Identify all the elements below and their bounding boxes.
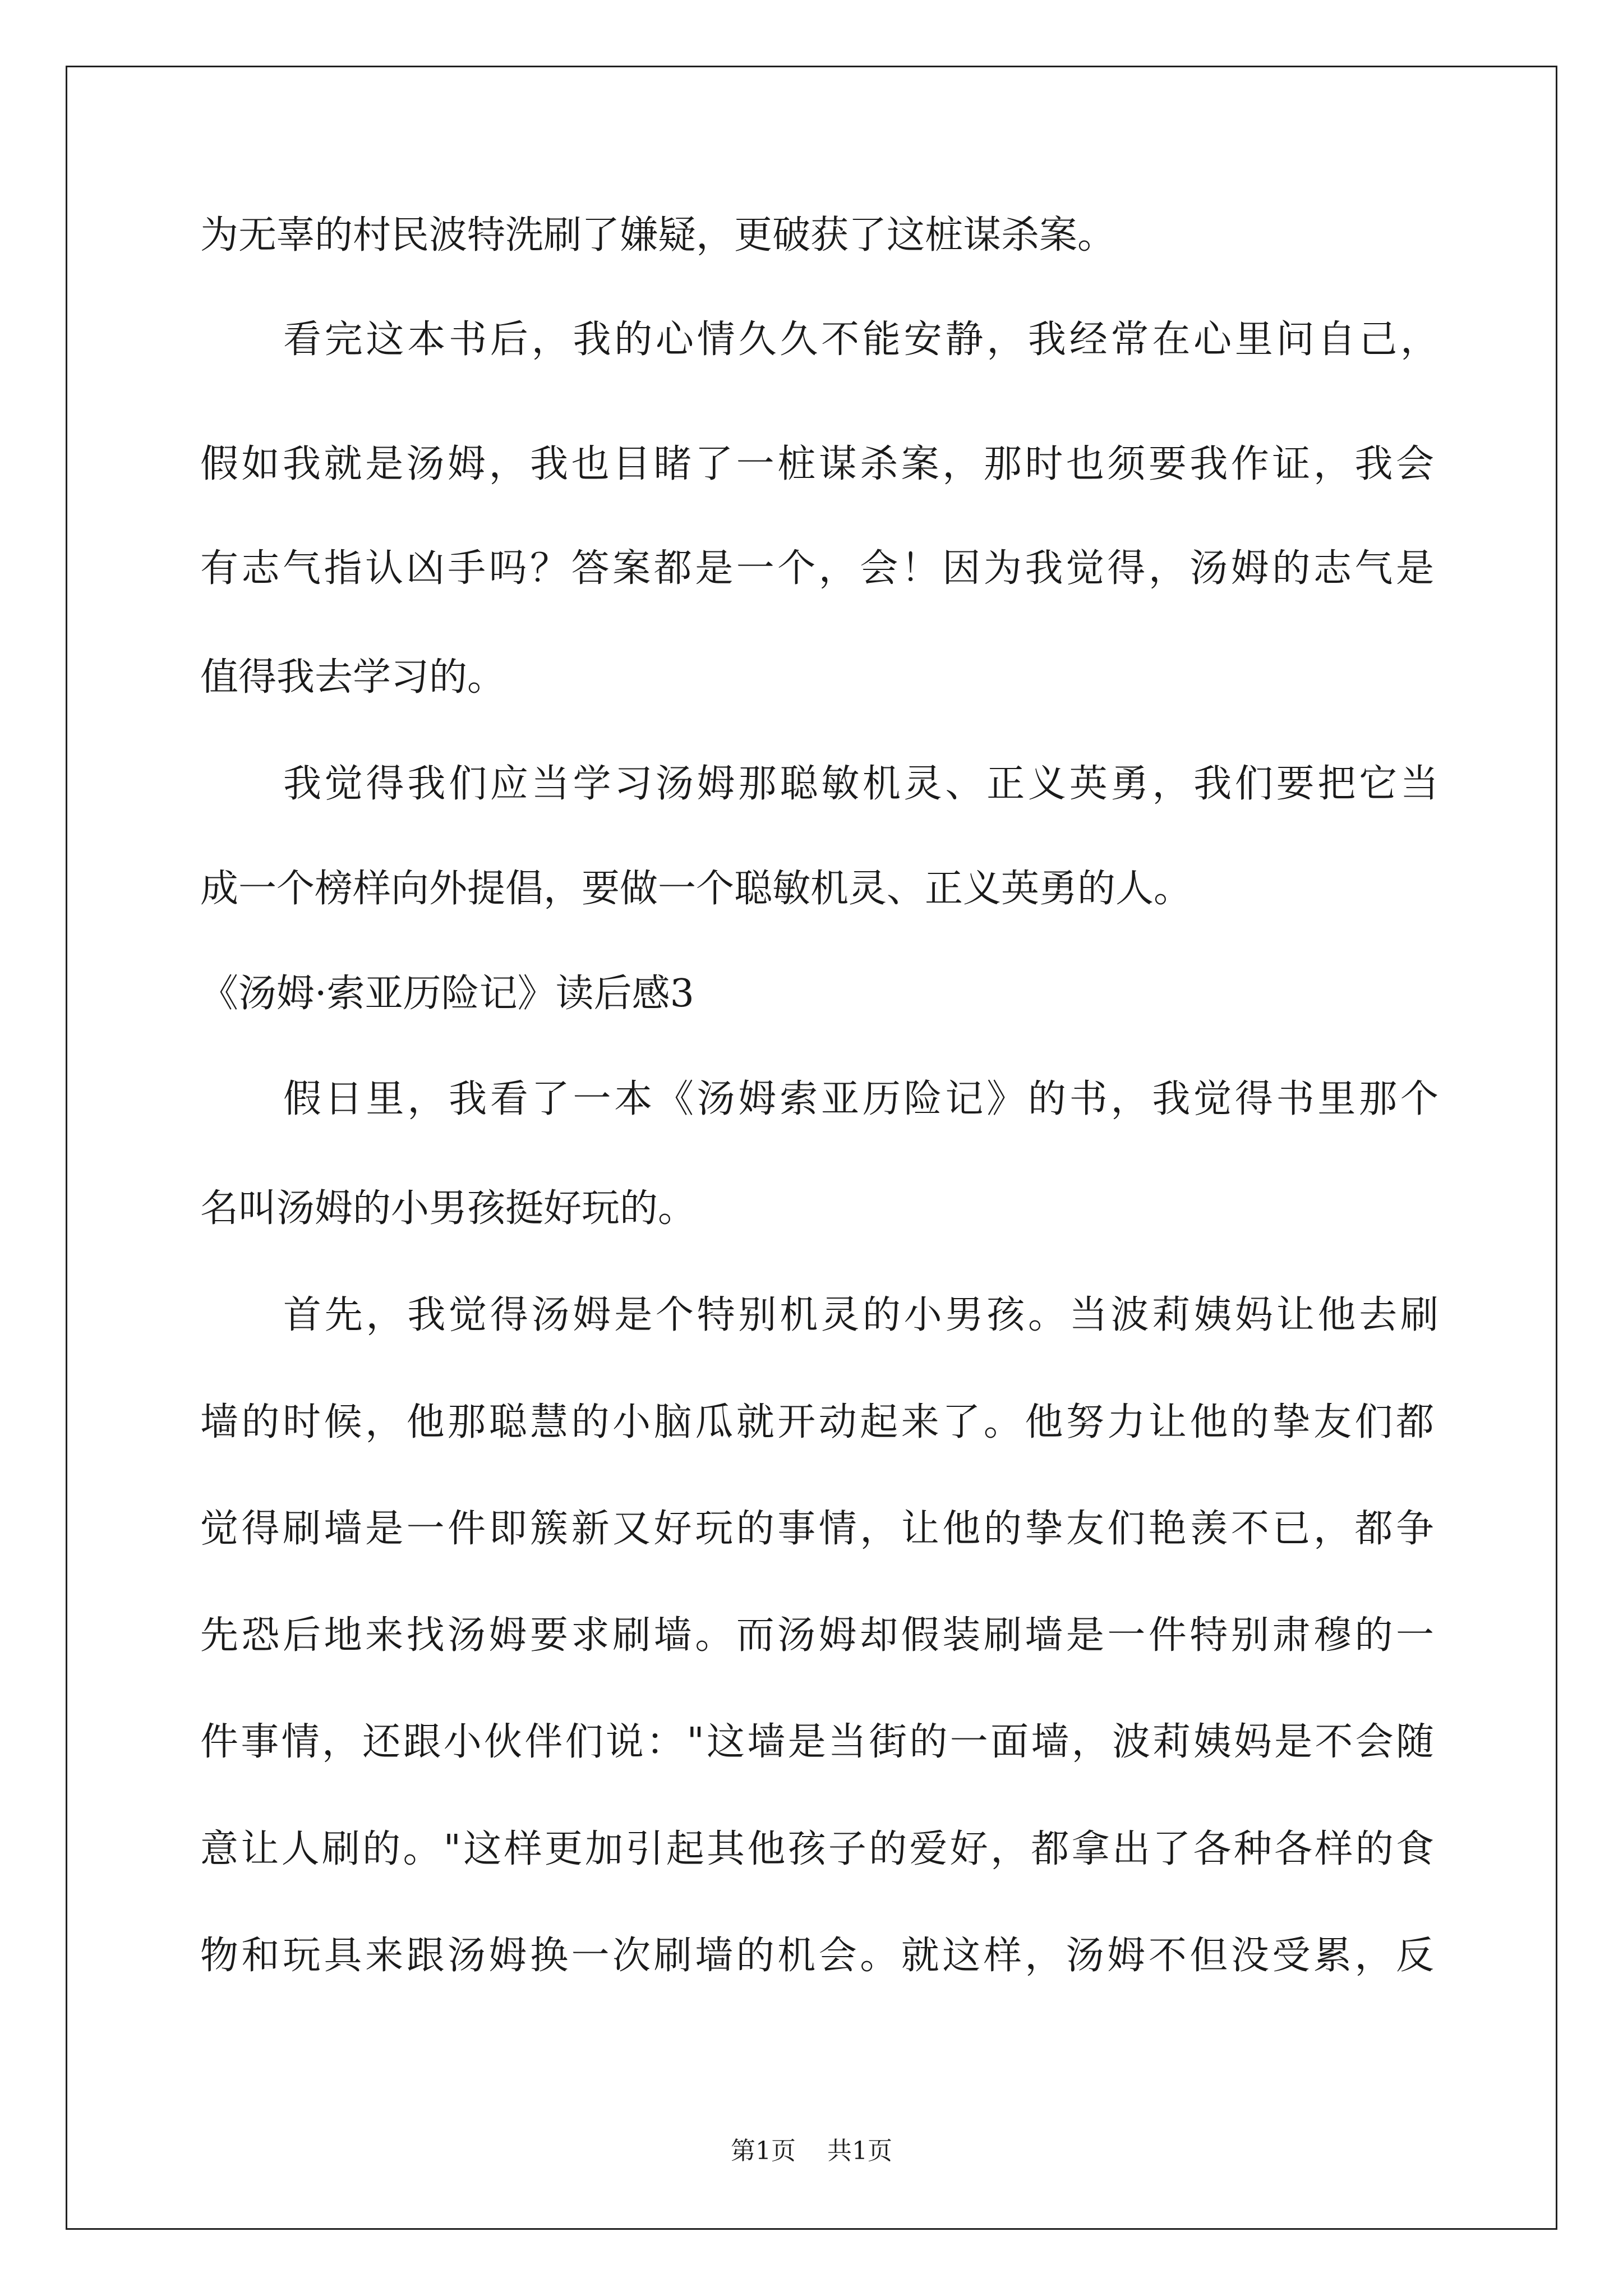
paragraph-line: 我觉得我们应当学习汤姆那聪敏机灵、正义英勇，我们要把它当 — [283, 762, 1438, 806]
paragraph-line: 假日里，我看了一本《汤姆索亚历险记》的书，我觉得书里那个 — [283, 1077, 1438, 1121]
section-heading: 《汤姆·索亚历险记》读后感3 — [200, 972, 694, 1016]
page-border — [66, 66, 1557, 2230]
paragraph-line: 成一个榜样向外提倡，要做一个聪敏机灵、正义英勇的人。 — [200, 867, 1192, 911]
paragraph-line: 名叫汤姆的小男孩挺好玩的。 — [200, 1186, 697, 1231]
paragraph-line: 有志气指认凶手吗？答案都是一个，会！因为我觉得，汤姆的志气是 — [200, 546, 1434, 591]
page-total: 共1页 — [827, 2137, 892, 2165]
page-number: 第1页 — [731, 2137, 796, 2165]
page-footer — [0, 2134, 1623, 2168]
paragraph-line: 假如我就是汤姆，我也目睹了一桩谋杀案，那时也须要我作证，我会 — [200, 442, 1434, 486]
paragraph-line: 物和玩具来跟汤姆换一次刷墙的机会。就这样，汤姆不但没受累，反 — [200, 1934, 1434, 1978]
paragraph-line: 看完这本书后，我的心情久久不能安静，我经常在心里问自己， — [283, 318, 1438, 362]
paragraph-line: 先恐后地来找汤姆要求刷墙。而汤姆却假装刷墙是一件特别肃穆的一 — [200, 1613, 1434, 1658]
paragraph-line: 首先，我觉得汤姆是个特别机灵的小男孩。当波莉姨妈让他去刷 — [283, 1293, 1438, 1337]
paragraph-line: 墙的时候，他那聪慧的小脑瓜就开动起来了。他努力让他的挚友们都 — [200, 1400, 1434, 1444]
paragraph-line: 为无辜的村民波特洗刷了嫌疑，更破获了这桩谋杀案。 — [200, 213, 1116, 257]
paragraph-line: 值得我去学习的。 — [200, 655, 506, 700]
paragraph-line: 件事情，还跟小伙伴们说："这墙是当街的一面墙，波莉姨妈是不会随 — [200, 1720, 1434, 1764]
paragraph-line: 觉得刷墙是一件即簇新又好玩的事情，让他的挚友们艳羡不已，都争 — [200, 1507, 1434, 1551]
paragraph-line: 意让人刷的。"这样更加引起其他孩子的爱好，都拿出了各种各样的食 — [200, 1827, 1434, 1871]
